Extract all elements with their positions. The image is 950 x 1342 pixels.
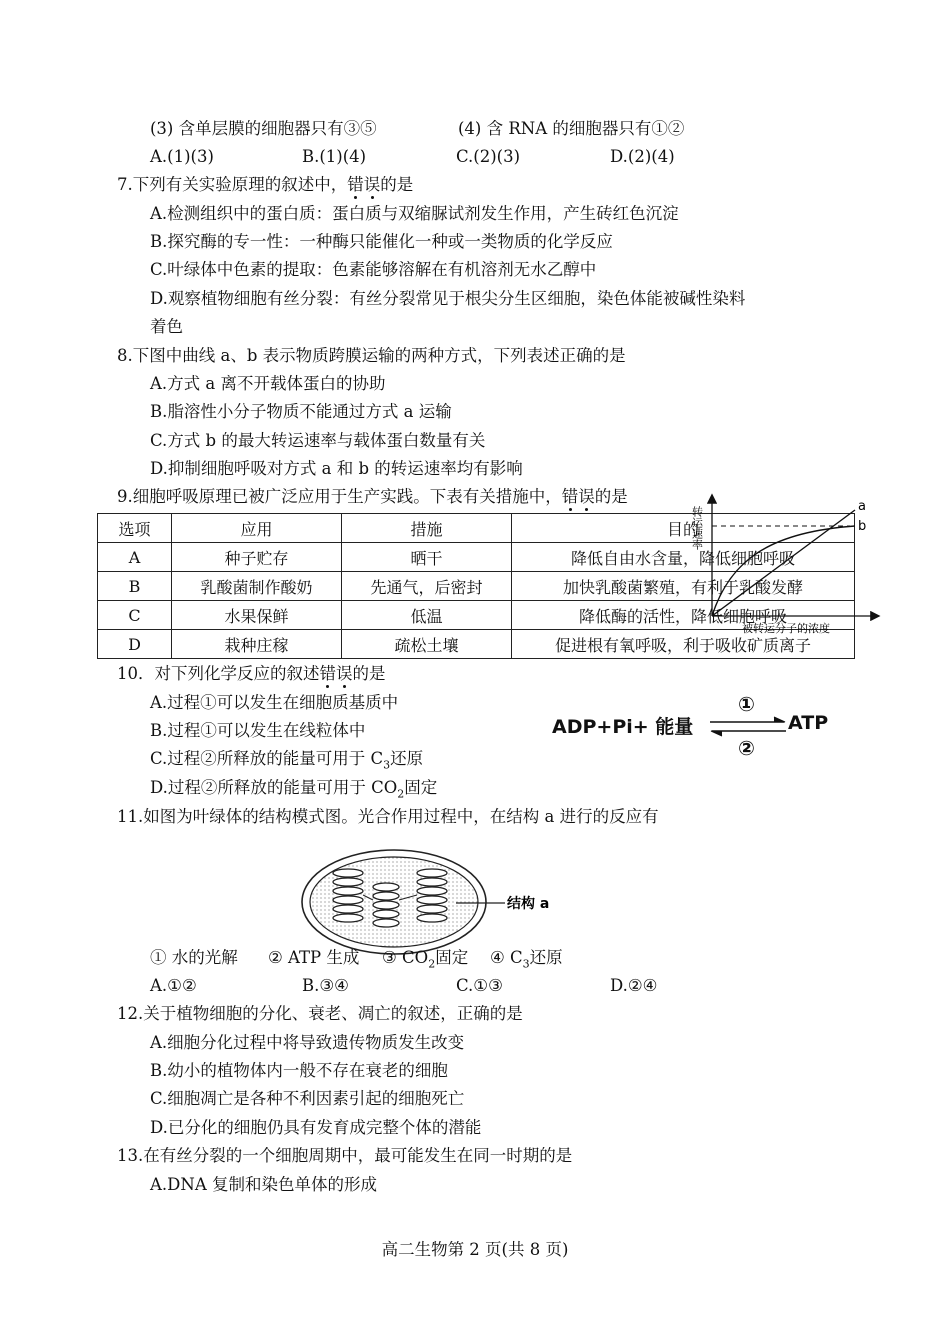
q8-option-b: B.脂溶性小分子物质不能通过方式 a 运输 [150,402,452,421]
q6-option-d: D.(2)(4) [610,147,675,166]
structure-a-label: 结构 a [507,896,550,912]
q6-statement-4: (4) 含 RNA 的细胞器只有①② [458,119,685,138]
q11-item-2: ② ATP 生成 [268,948,360,967]
q12-option-c: C.细胞凋亡是各种不利因素引起的细胞死亡 [150,1089,465,1108]
q10-option-b: B.过程①可以发生在线粒体中 [150,721,366,740]
table-header: 选项 [98,514,172,543]
q11-item-4: ④ $C_3$还原 [490,948,563,971]
q12-stem: 12.关于植物细胞的分化、衰老、凋亡的叙述，正确的是 [117,1004,523,1023]
q11-stem: 11.如图为叶绿体的结构模式图。光合作用过程中，在结构 a 进行的反应有 [117,807,659,826]
q6-option-a: A.(1)(3) [150,147,214,166]
q10-option-a: A.过程①可以发生在细胞质基质中 [150,693,399,712]
q12-option-a: A.细胞分化过程中将导致遗传物质发生改变 [150,1033,465,1052]
eq-reverse-label: ② [738,736,755,760]
q13-stem: 13.在有丝分裂的一个细胞周期中，最可能发生在同一时期的是 [117,1146,573,1165]
atp-reaction-equation [552,692,842,766]
table-cell: 降低自由水含量，降低细胞呼吸 [512,543,855,572]
eq-forward-label: ① [738,692,755,716]
table-cell: 晒干 [342,543,512,572]
q7-option-a: A.检测组织中的蛋白质：蛋白质与双缩脲试剂发生作用，产生砖红色沉淀 [150,204,679,223]
q11-item-1: ① 水的光解 [150,948,238,967]
table-cell: 乳酸菌制作酸奶 [172,572,342,601]
y-axis-label: 转运速率 [690,506,704,550]
table-header: 应用 [172,514,342,543]
q11-option-b: B.③④ [302,976,349,995]
table-cell: 降低酶的活性，降低细胞呼吸 [512,601,855,630]
q8-transport-graph [690,490,890,640]
q13-option-a: A.DNA 复制和染色单体的形成 [150,1175,377,1194]
q7-option-b: B.探究酶的专一性：一种酶只能催化一种或一类物质的化学反应 [150,232,613,251]
q10-stem: 10．对下列化学反应的叙述错误的是 [117,664,386,683]
chloroplast-diagram [300,845,558,957]
table-cell: A [98,543,172,572]
q7-option-c: C.叶绿体中色素的提取：色素能够溶解在有机溶剂无水乙醇中 [150,260,597,279]
page-footer: 高二生物第 2 页(共 8 页) [381,1240,569,1259]
eq-left-side: ADP+Pi+ 能量 [552,716,694,738]
q6-option-b: B.(1)(4) [302,147,367,166]
q8-option-a: A.方式 a 离不开载体蛋白的协助 [150,374,386,393]
q8-option-c: C.方式 b 的最大转运速率与载体蛋白数量有关 [150,431,486,450]
table-cell: B [98,572,172,601]
table-header: 措施 [342,514,512,543]
curve-a-label: a [858,499,866,514]
table-cell: 种子贮存 [172,543,342,572]
q8-option-d: D.抑制细胞呼吸对方式 a 和 b 的转运速率均有影响 [150,459,523,478]
table-cell: 先通气，后密封 [342,572,512,601]
q11-option-d: D.②④ [610,976,658,995]
curve-b [712,526,855,616]
table-cell: D [98,630,172,659]
q11-option-c: C.①③ [456,976,503,995]
q7-stem: 7.下列有关实验原理的叙述中，错误的是 [117,175,414,194]
q7-option-d-cont: 着色 [150,317,183,336]
x-axis-label: 被转运分子的浓度 [742,622,830,635]
table-cell: 疏松土壤 [342,630,512,659]
q12-option-d: D.已分化的细胞仍具有发育成完整个体的潜能 [150,1118,482,1137]
q11-item-3: ③ $CO_2$固定 [382,948,469,971]
q7-option-d: D.观察植物细胞有丝分裂：有丝分裂常见于根尖分生区细胞，染色体能被碱性染料 [150,289,746,308]
q10-option-c: C.过程②所释放的能量可用于 $C_3$还原 [150,749,424,772]
table-cell: 栽种庄稼 [172,630,342,659]
q6-statement-3: (3) 含单层膜的细胞器只有③⑤ [150,119,377,138]
q8-stem: 8.下图中曲线 a、b 表示物质跨膜运输的两种方式，下列表述正确的是 [117,346,626,365]
q9-stem: 9.细胞呼吸原理已被广泛应用于生产实践。下表有关措施中，错误的是 [117,487,628,506]
curve-b-label: b [858,519,867,534]
table-header: 目的 [512,514,855,543]
table-cell: 水果保鲜 [172,601,342,630]
q10-option-d: D.过程②所释放的能量可用于 $CO_2$固定 [150,778,438,801]
table-cell: 加快乳酸菌繁殖，有利于乳酸发酵 [512,572,855,601]
table-cell: 促进根有氧呼吸，利于吸收矿质离子 [512,630,855,659]
q11-option-a: A.①② [150,976,197,995]
reversible-arrow [708,716,788,738]
q12-option-b: B.幼小的植物体内一般不存在衰老的细胞 [150,1061,448,1080]
eq-right-side: ATP [788,712,829,734]
table-cell: C [98,601,172,630]
table-cell: 低温 [342,601,512,630]
q6-option-c: C.(2)(3) [456,147,521,166]
